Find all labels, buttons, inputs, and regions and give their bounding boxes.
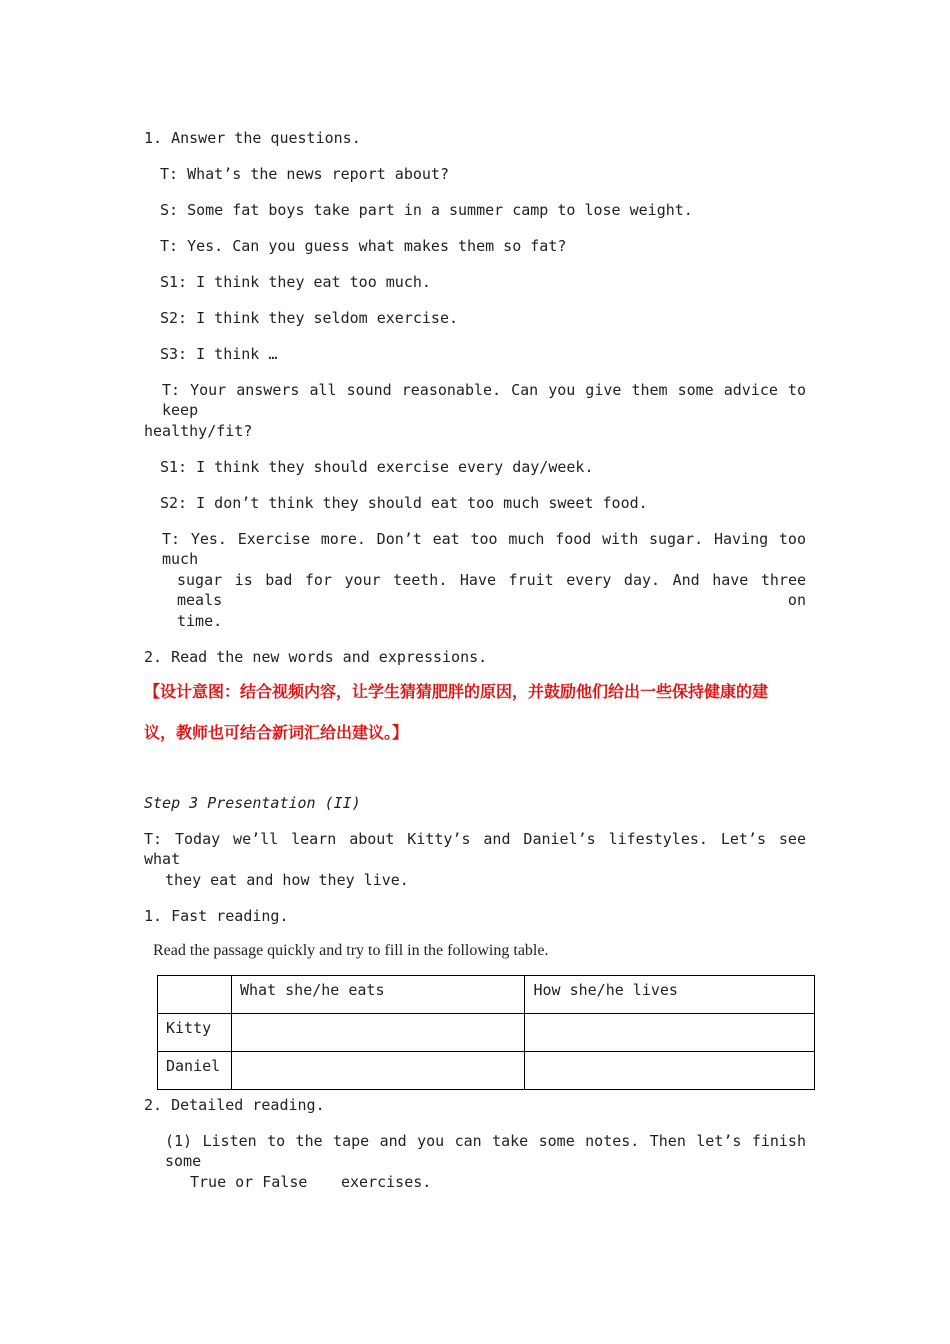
dialogue-line: S2: I think they seldom exercise. <box>160 309 459 327</box>
design-intent-note: 议，教师也可结合新词汇给出建议。】 <box>144 723 409 742</box>
dialogue-line: T: What’s the news report about? <box>160 165 449 183</box>
dialogue-line: S1: I think they eat too much. <box>160 273 431 291</box>
table-cell <box>525 1014 815 1052</box>
instruction-text: Read the passage quickly and try to fill in the following table. <box>153 942 549 959</box>
dialogue-line: healthy/fit? <box>144 422 253 440</box>
instruction-text: (1) Listen to the tape and you can take some notes. Then let’s finish some <box>165 1132 806 1170</box>
table-row-label: Kitty <box>158 1014 232 1052</box>
dialogue-line: S1: I think they should exercise every day/week. <box>160 458 594 476</box>
step-title: Step 3 Presentation (II) <box>144 794 361 812</box>
section-heading: 2. Detailed reading. <box>144 1096 325 1114</box>
table-header-cell <box>158 976 232 1014</box>
dialogue-line: S: Some fat boys take part in a summer camp to lose weight. <box>160 201 693 219</box>
table-header-cell: What she/he eats <box>231 976 524 1014</box>
table-row <box>158 1052 815 1090</box>
table-row-label: Daniel <box>158 1052 232 1090</box>
table-row <box>158 1014 815 1052</box>
dialogue-line: sugar is bad for your teeth. Have fruit every day. And have three meals on <box>177 571 806 609</box>
dialogue-line: time. <box>177 612 223 630</box>
table-cell <box>525 1052 815 1090</box>
dialogue-line: T: Your answers all sound reasonable. Can you give them some advice to keep <box>162 381 806 419</box>
design-intent-note: 【设计意图：结合视频内容，让学生猜猜肥胖的原因，并鼓励他们给出一些保持健康的建 <box>144 682 769 701</box>
dialogue-line: T: Yes. Exercise more. Don’t eat too much food with sugar. Having too much <box>162 530 806 568</box>
dialogue-line: T: Today we’ll learn about Kitty’s and Daniel’s lifestyles. Let’s see what <box>144 830 806 868</box>
table-header-cell: How she/he lives <box>525 976 815 1014</box>
section-heading: 1. Fast reading. <box>144 907 289 925</box>
dialogue-line: T: Yes. Can you guess what makes them so fat? <box>160 237 567 255</box>
fill-in-table <box>157 975 815 1090</box>
dialogue-line: they eat and how they live. <box>165 871 409 889</box>
instruction-text: True or False <box>190 1173 308 1191</box>
instruction-text: exercises. <box>341 1173 432 1191</box>
section-heading: 2. Read the new words and expressions. <box>144 648 488 666</box>
table-cell <box>231 1052 524 1090</box>
q-heading: 1. Answer the questions. <box>144 129 361 147</box>
table-cell <box>231 1014 524 1052</box>
table-header-row <box>158 976 815 1014</box>
dialogue-line: S2: I don’t think they should eat too much sweet food. <box>160 494 648 512</box>
dialogue-line: S3: I think … <box>160 345 278 363</box>
